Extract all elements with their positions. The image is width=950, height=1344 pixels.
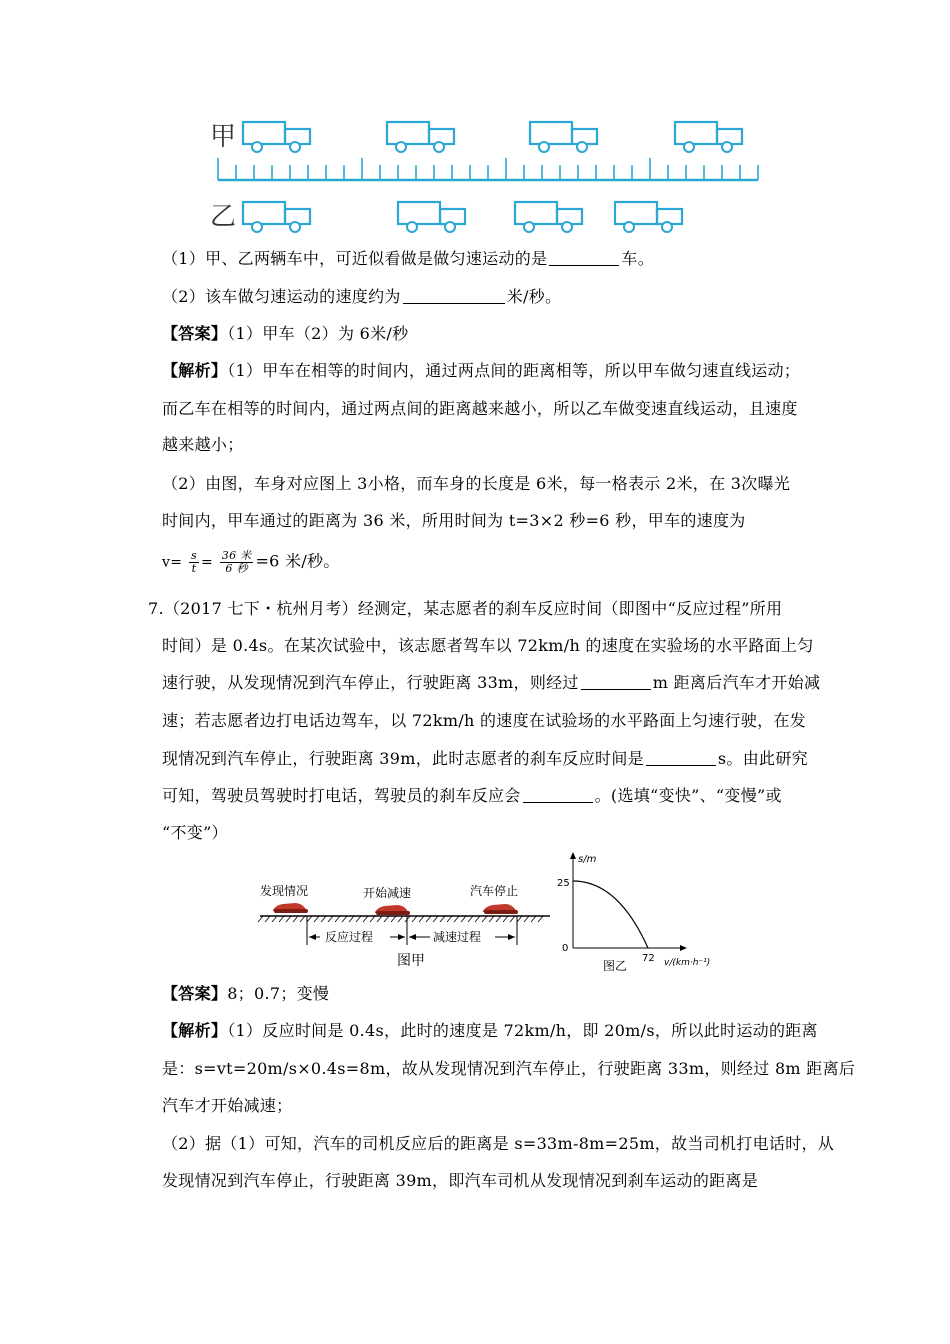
hatch-mark <box>279 916 284 922</box>
hatch-mark <box>454 916 459 922</box>
q6-answer-text: （1）甲车（2）为 6米/秒 <box>227 324 409 343</box>
q7-blank-1[interactable] <box>581 673 651 690</box>
q7-blank-2[interactable] <box>646 749 716 766</box>
s-v-graph <box>548 848 728 978</box>
q7-line6-text: 可知，驾驶员驾驶时打电话，驾驶员的刹车反应会 <box>162 786 521 805</box>
caption-fig-jia: 图甲 <box>397 953 425 969</box>
q6-blank-1[interactable] <box>549 249 619 266</box>
hatch-mark <box>524 916 529 922</box>
truck-icon <box>530 122 597 152</box>
hatch-mark <box>300 916 305 922</box>
y-axis-arrow <box>570 852 576 859</box>
hatch-mark <box>349 916 354 922</box>
q7-analysis-tag: 【解析】 <box>162 1021 228 1040</box>
label-yi: 乙 <box>210 202 237 232</box>
q6-analysis-line4: （2）由图，车身对应图上 3小格，而车身的长度是 6米，每一格表示 2米，在 3次曝光 <box>162 474 791 493</box>
label-jia: 甲 <box>210 122 237 152</box>
truck-icon <box>243 202 310 232</box>
fraction-s-over-t: $\frac{s}{t}$ <box>191 549 197 575</box>
road-hatching <box>258 916 543 922</box>
label-start-decel: 开始减速 <box>363 886 412 900</box>
truck-icon <box>243 122 310 152</box>
car-icon <box>375 905 410 915</box>
label-car-stop: 汽车停止 <box>470 884 519 898</box>
hatch-mark <box>412 916 417 922</box>
hatch-mark <box>461 916 466 922</box>
hatch-mark <box>482 916 487 922</box>
hatch-mark <box>419 916 424 922</box>
q7-analysis-line2: 是：s=vt=20m/s×0.4s=8m，故从发现情况到汽车停止，行驶距离 33m，则经过 8m 距离后 <box>162 1059 856 1078</box>
q6-part2-end: 米/秒。 <box>506 287 562 306</box>
hatch-mark <box>342 916 347 922</box>
label-find-situation: 发现情况 <box>260 884 309 898</box>
trucks-bottom-row <box>243 202 682 232</box>
q7-answer-tag: 【答案】 <box>162 984 228 1003</box>
hatch-mark <box>426 916 431 922</box>
truck-icon <box>387 122 454 152</box>
hatch-mark <box>531 916 536 922</box>
hatch-mark <box>517 916 522 922</box>
velocity-prefix: v= <box>162 554 183 571</box>
hatch-mark <box>258 916 263 922</box>
truck-icon <box>398 202 465 232</box>
hatch-mark <box>377 916 382 922</box>
ruler-ticks <box>218 158 758 180</box>
hatch-mark <box>503 916 508 922</box>
caption-fig-yi: 图乙 <box>603 959 628 973</box>
q6-analysis-line2: 而乙车在相等的时间内，通过两点间的距离越来越小，所以乙车做变速直线运动，且速度 <box>162 399 798 418</box>
hatch-mark <box>307 916 312 922</box>
car-icon <box>273 903 308 913</box>
q7-line5-text: 现情况到汽车停止，行驶距离 39m，此时志愿者的刹车反应时间是 <box>162 749 644 768</box>
q7-analysis-line5: 发现情况到汽车停止，行驶距离 39m，即汽车司机从发现情况到刹车运动的距离是 <box>162 1171 759 1190</box>
hatch-mark <box>335 916 340 922</box>
q7-line7: “不变”） <box>162 823 228 842</box>
hatch-mark <box>447 916 452 922</box>
hatch-mark <box>384 916 389 922</box>
q7-line2: 时间）是 0.4s。在某次试验中，该志愿者驾车以 72km/h 的速度在实验场的水平路面上匀 <box>162 636 814 655</box>
origin-label: 0 <box>562 943 569 954</box>
q7-blank-3[interactable] <box>523 786 593 803</box>
q7-line3-text: 速行驶，从发现情况到汽车停止，行驶距离 33m，则经过 <box>162 673 579 692</box>
q7-analysis-line1: （1）反应时间是 0.4s，此时的速度是 72km/h，即 20m/s，所以此时运动的距离 <box>227 1021 818 1040</box>
equals-sign: = <box>200 554 213 571</box>
truck-icon <box>675 122 742 152</box>
hatch-mark <box>286 916 291 922</box>
x-value-72: 72 <box>642 953 655 964</box>
q7-line1: 7.（2017 七下・杭州月考）经测定，某志愿者的刹车反应时间（即图中“反应过程”所用 <box>148 599 783 618</box>
hatch-mark <box>328 916 333 922</box>
hatch-mark <box>293 916 298 922</box>
q6-part1-text: （1）甲、乙两辆车中，可近似看做是做匀速运动的是 <box>162 249 548 268</box>
hatch-mark <box>489 916 494 922</box>
q6-analysis-line3: 越来越小； <box>162 435 244 454</box>
q7-line6-end: 。(选填“变快”、“变慢”或 <box>594 786 782 805</box>
y-value-25: 25 <box>557 878 570 889</box>
q7-answer-text: 8；0.7；变慢 <box>227 984 330 1003</box>
hatch-mark <box>496 916 501 922</box>
y-axis-label: s/m <box>578 854 597 865</box>
q6-answer-tag: 【答案】 <box>162 324 228 343</box>
hatch-mark <box>468 916 473 922</box>
hatch-mark <box>440 916 445 922</box>
braking-process-figure <box>255 875 555 970</box>
truck-icon <box>515 202 582 232</box>
truck-figure <box>205 110 765 235</box>
truck-icon <box>615 202 682 232</box>
q6-part1-end: 车。 <box>621 249 654 268</box>
hatch-mark <box>265 916 270 922</box>
x-axis-label: v/(km·h⁻¹) <box>664 958 711 968</box>
label-decel-process: 减速过程 <box>433 930 482 944</box>
fraction-36m-over-6s: $\frac{\text{36 米}}{\text{6 秒}}$ <box>221 549 252 575</box>
hatch-mark <box>391 916 396 922</box>
s-v-curve <box>573 881 648 948</box>
hatch-mark <box>272 916 277 922</box>
x-axis-arrow <box>680 945 687 951</box>
hatch-mark <box>314 916 319 922</box>
hatch-mark <box>321 916 326 922</box>
car-icon <box>483 904 518 914</box>
hatch-mark <box>356 916 361 922</box>
q7-analysis-line4: （2）据（1）可知，汽车的司机反应后的距离是 s=33m-8m=25m，故当司机打电话时，从 <box>162 1134 835 1153</box>
q7-line4: 速；若志愿者边打电话边驾车，以 72km/h 的速度在试验场的水平路面上匀速行驶，在发 <box>162 711 806 730</box>
q6-blank-2[interactable] <box>403 287 505 304</box>
hatch-mark <box>398 916 403 922</box>
hatch-mark <box>363 916 368 922</box>
trucks-top-row <box>243 122 742 152</box>
hatch-mark <box>510 916 515 922</box>
label-reaction-process: 反应过程 <box>325 930 374 944</box>
velocity-suffix: =6 米/秒。 <box>255 551 340 571</box>
q7-line5-end: s。由此研究 <box>717 749 808 768</box>
q6-part2-text: （2）该车做匀速运动的速度约为 <box>162 287 401 306</box>
q7-line3-end: m 距离后汽车才开始减 <box>652 673 821 692</box>
q6-analysis-tag: 【解析】 <box>162 361 228 380</box>
hatch-mark <box>433 916 438 922</box>
hatch-mark <box>538 916 543 922</box>
q7-analysis-line3: 汽车才开始减速； <box>162 1096 293 1115</box>
q6-analysis-line1: （1）甲车在相等的时间内，通过两点间的距离相等，所以甲车做匀速直线运动； <box>227 361 801 380</box>
hatch-mark <box>370 916 375 922</box>
q6-analysis-line5: 时间内，甲车通过的距离为 36 米，所用时间为 t=3×2 秒=6 秒，甲车的速度为 <box>162 511 746 530</box>
hatch-mark <box>475 916 480 922</box>
